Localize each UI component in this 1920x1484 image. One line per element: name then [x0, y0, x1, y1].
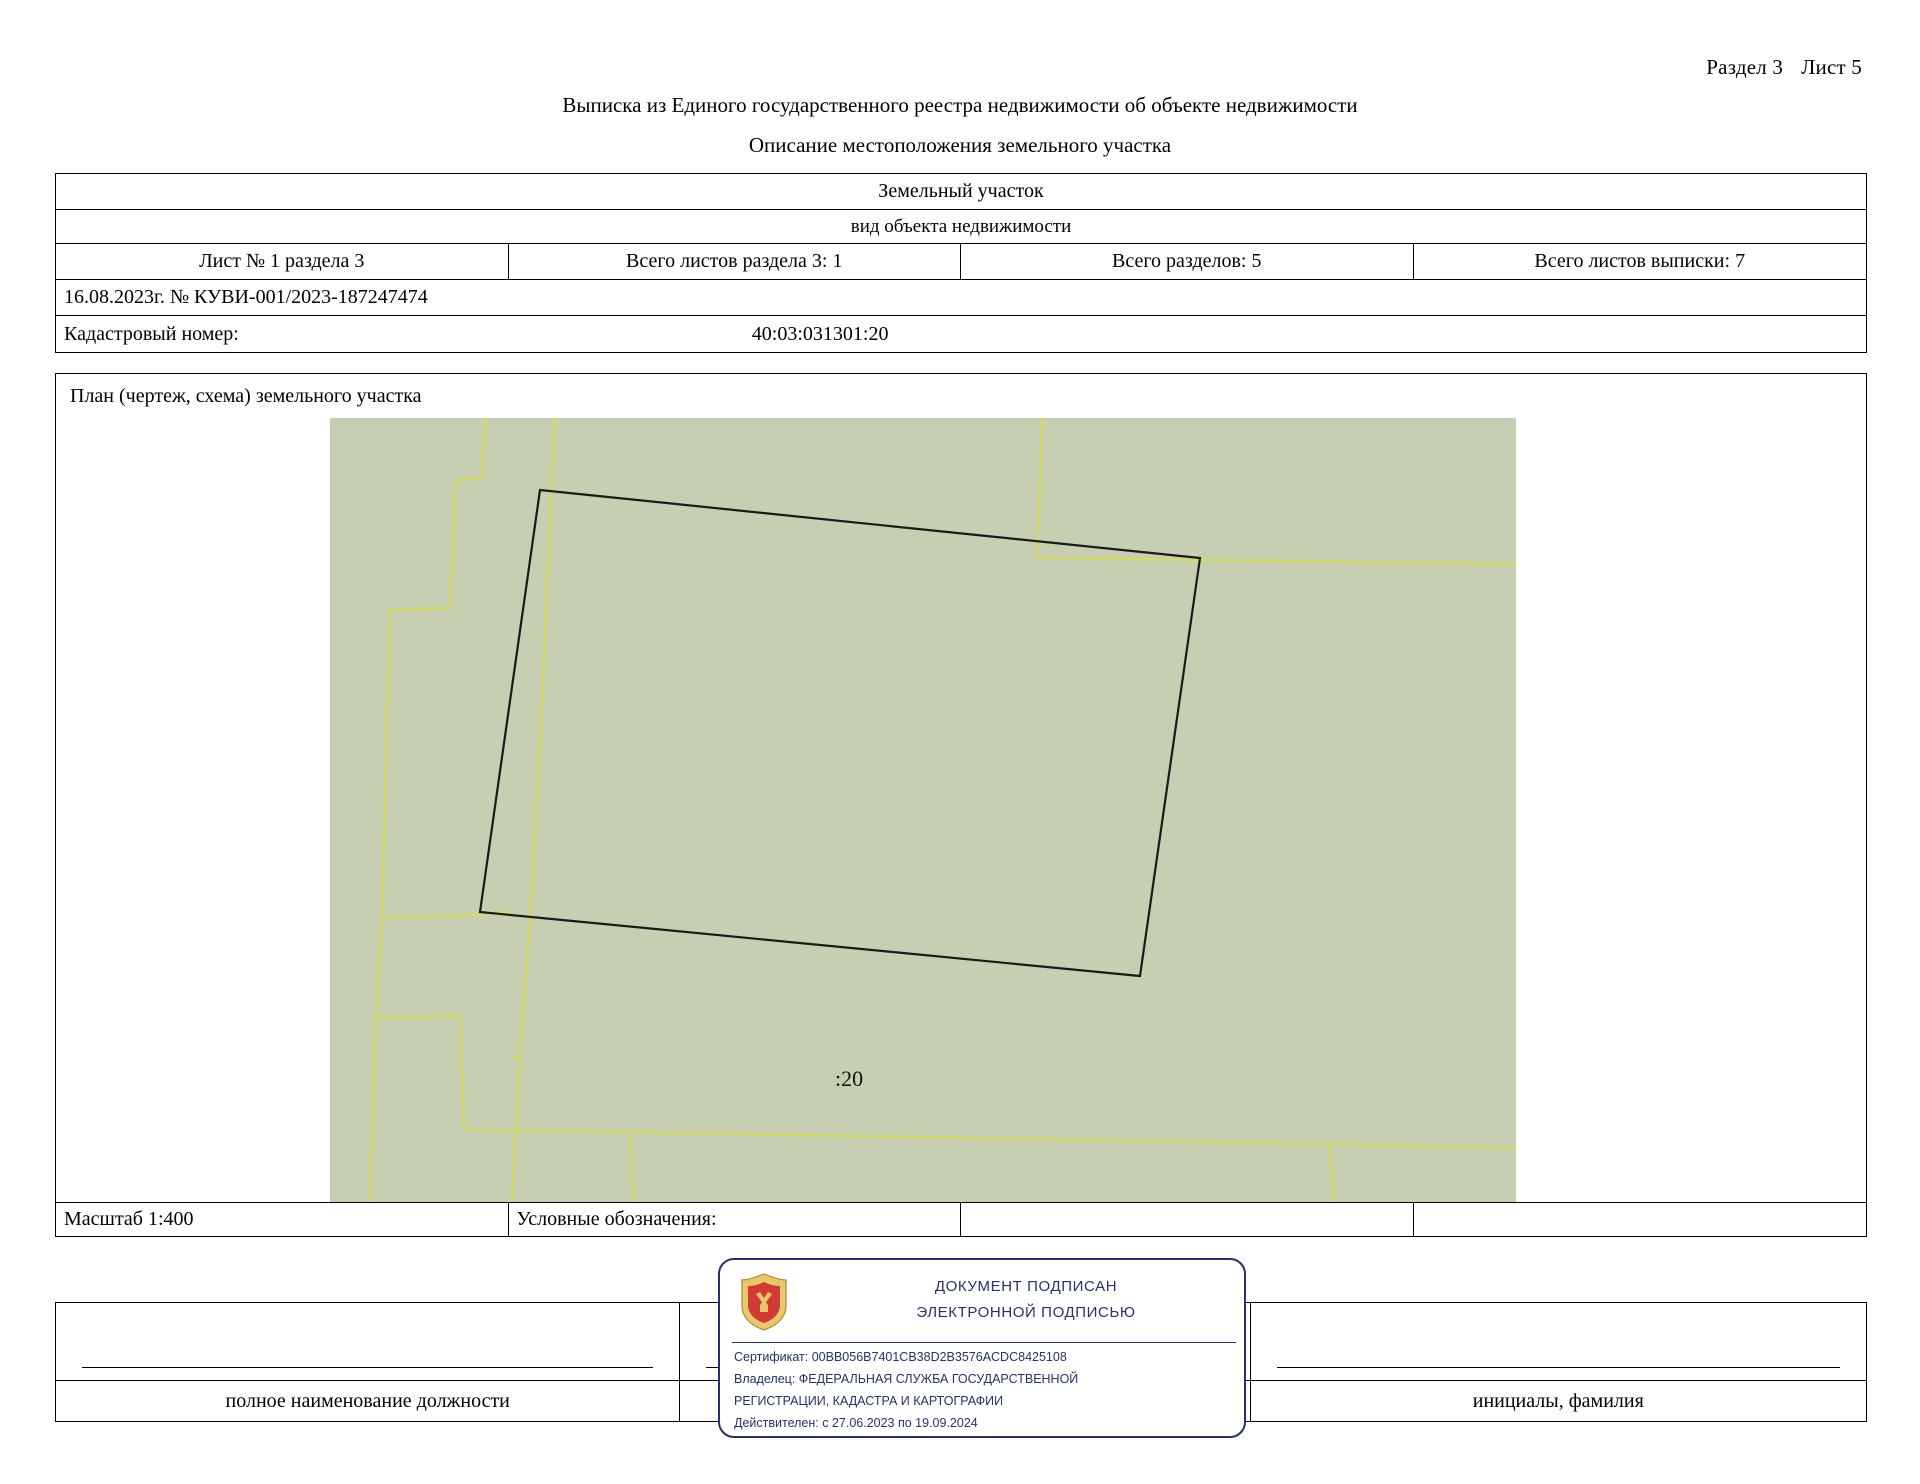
plan-table [55, 373, 1867, 1237]
initials-caption: инициалы, фамилия [1472, 1389, 1644, 1412]
object-name-caption: вид объекта недвижимости [850, 215, 1072, 237]
stamp-owner-line-2: РЕГИСТРАЦИИ, КАДАСТРА И КАРТОГРАФИИ [734, 1394, 1004, 1408]
stamp-validity: Действителен: с 27.06.2023 по 19.09.2024 [734, 1416, 978, 1430]
position-caption: полное наименование должности [56, 1381, 680, 1421]
document-date-and-number: 16.08.2023г. № КУВИ-001/2023-187247474 [64, 286, 428, 308]
position-signature-line [82, 1367, 653, 1368]
cadastral-number-row [56, 316, 1866, 352]
parcel-map-svg [330, 418, 1516, 1202]
object-name-caption-row [56, 210, 1866, 244]
scale-value: Масштаб 1:400 [56, 1203, 509, 1236]
electronic-signature-stamp [718, 1258, 1246, 1438]
stamp-owner-line-1: Владелец: ФЕДЕРАЛЬНАЯ СЛУЖБА ГОСУДАРСТВЕННОЙ [734, 1372, 1079, 1386]
object-name-row [56, 174, 1866, 210]
cadastral-number-value: 40:03:031301:20 [751, 322, 889, 345]
position-signature-line-cell [56, 1303, 680, 1380]
section-sheet-marker [1706, 55, 1862, 80]
document-title-line-2: Описание местоположения земельного участка [748, 133, 1172, 157]
stamp-certificate: Сертификат: 00BB056B7401CB38D2B3576ACDC8425108 [734, 1350, 1067, 1364]
initials-line-cell [1251, 1303, 1866, 1380]
legend-cell-2 [961, 1203, 1414, 1236]
document-title-line-1: Выписка из Единого государственного реестра недвижимости об объекте недвижимости [562, 93, 1358, 117]
plan-title: План (чертеж, схема) земельного участка [70, 384, 422, 407]
sheet-marker-text: Лист 5 [1801, 55, 1862, 79]
sheet-of-section: Лист № 1 раздела 3 [56, 244, 509, 279]
parcel-map-image [330, 418, 1516, 1202]
scale-legend-row [56, 1202, 1866, 1236]
stamp-line-1: ДОКУМЕНТ ПОДПИСАН [934, 1278, 1118, 1295]
total-extract-sheets: Всего листов выписки: 7 [1534, 250, 1746, 272]
section-marker-text: Раздел 3 [1706, 55, 1784, 79]
cadastral-number-label: Кадастровый номер: [64, 322, 239, 345]
stamp-line-2: ЭЛЕКТРОННОЙ ПОДПИСЬЮ [916, 1304, 1136, 1321]
object-info-table [55, 173, 1867, 353]
stamp-divider [732, 1342, 1236, 1343]
parcel-number-label: :20 [835, 1066, 864, 1091]
total-section-sheets: Всего листов раздела 3: 1 [509, 244, 962, 279]
legend-cell-3 [1414, 1203, 1867, 1236]
object-name: Земельный участок [878, 180, 1044, 202]
initials-line [1277, 1367, 1840, 1368]
map-background [330, 418, 1516, 1202]
plan-canvas [56, 418, 1866, 1202]
total-sections: Всего разделов: 5 [961, 244, 1414, 279]
legend-label: Условные обозначения: [509, 1203, 962, 1236]
document-date-row [56, 280, 1866, 316]
counts-row [56, 244, 1866, 280]
coat-of-arms-icon [738, 1272, 790, 1332]
